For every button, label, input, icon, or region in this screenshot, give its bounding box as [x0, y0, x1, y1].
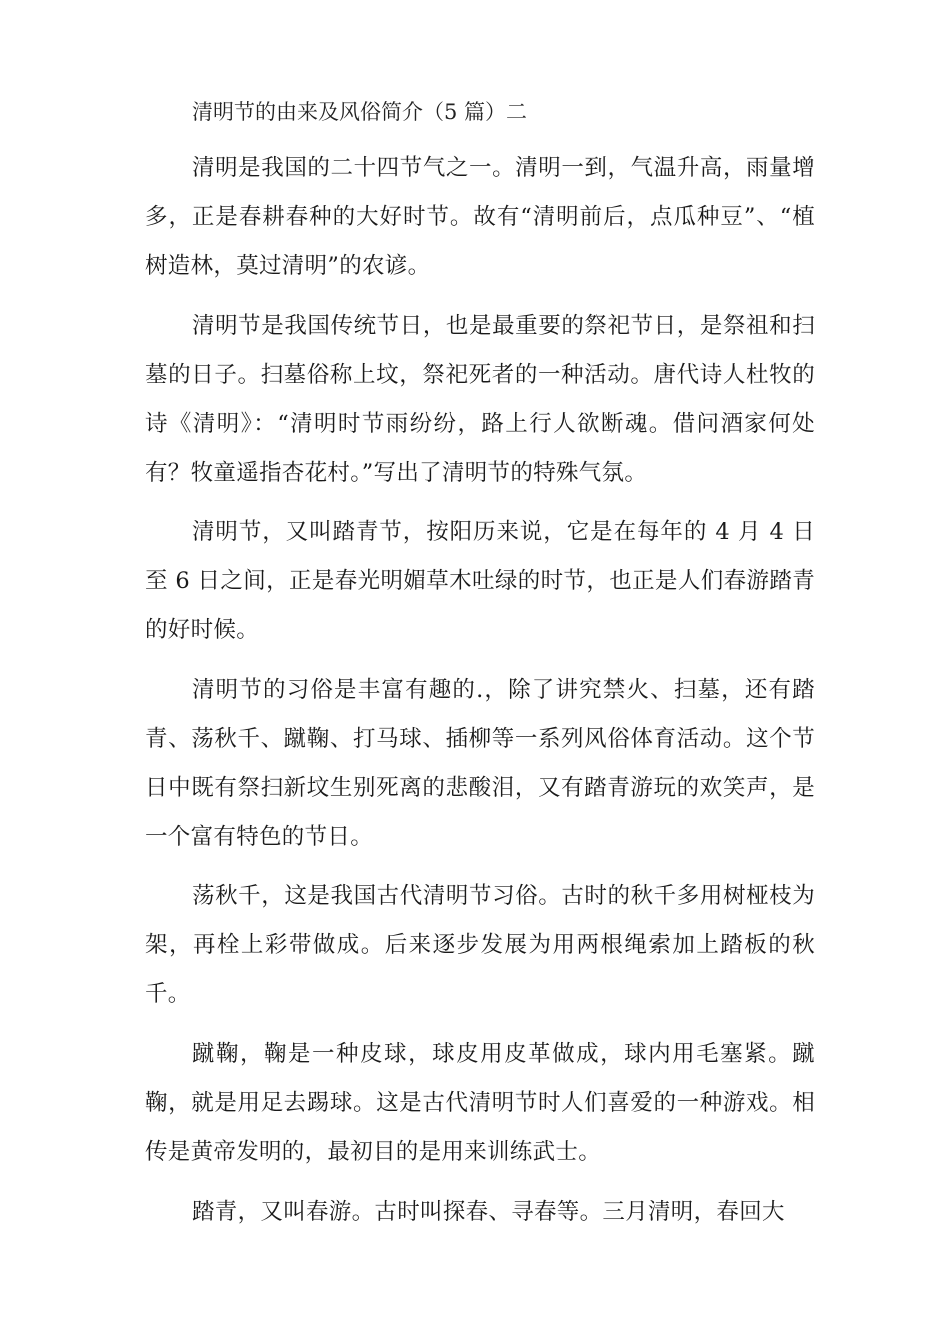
paragraph-swing: 荡秋千，这是我国古代清明节习俗。古时的秋千多用树桠枝为架，再栓上彩带做成。后来逐步发展为用两根绳索加上踏板的秋千。 — [145, 883, 815, 1007]
paragraph-customs: 清明节的习俗是丰富有趣的.，除了讲究禁火、扫墓，还有踏青、荡秋千、蹴鞠、打马球、插柳等一系列风俗体育活动。这个节日中既有祭扫新坟生别死离的悲酸泪，又有踏青游玩的欢笑声，是一个富有特色的节日。 — [145, 677, 815, 850]
document-title: 清明节的由来及风俗简介（5 篇）二 — [192, 100, 528, 124]
paragraph-tomb-sweeping: 清明节是我国传统节日，也是最重要的祭祀节日，是祭祖和扫墓的日子。扫墓俗称上坟，祭祀死者的一种活动。唐代诗人杜牧的诗《清明》：“清明时节雨纷纷，路上行人欲断魂。借问酒家何处有？牧童遥指杏花村。”写出了清明节的特殊气氛。 — [145, 313, 815, 486]
paragraph-outing-festival: 清明节，又叫踏青节，按阳历来说，它是在每年的 4 月 4 日至 6 日之间，正是春光明媚草木吐绿的时节，也正是人们春游踏青的好时候。 — [145, 519, 815, 643]
paragraph-cuju: 蹴鞠，鞠是一种皮球，球皮用皮革做成，球内用毛塞紧。蹴鞠，就是用足去踢球。这是古代清明节时人们喜爱的一种游戏。相传是黄帝发明的，最初目的是用来训练武士。 — [145, 1041, 815, 1165]
paragraph-spring-outing: 踏青，又叫春游。古时叫探春、寻春等。三月清明，春回大 — [192, 1199, 785, 1225]
paragraph-solar-term: 清明是我国的二十四节气之一。清明一到，气温升高，雨量增多，正是春耕春种的大好时节。故有“清明前后，点瓜种豆”、“植树造林，莫过清明”的农谚。 — [145, 155, 815, 279]
